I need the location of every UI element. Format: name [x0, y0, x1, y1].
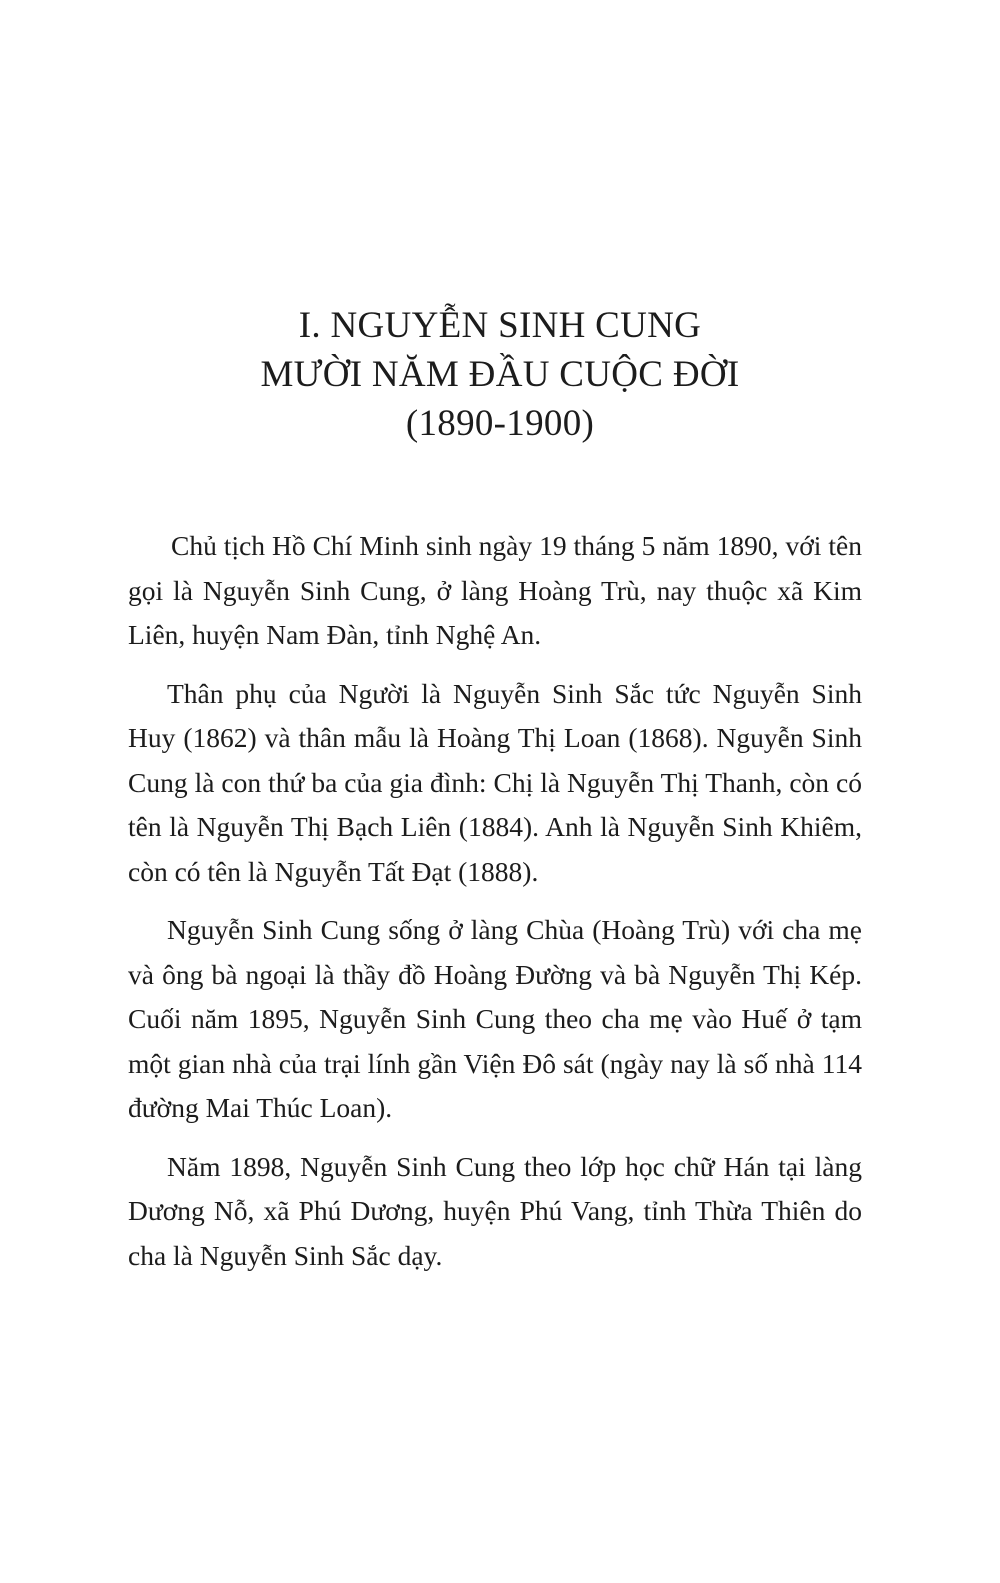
paragraph-childhood: Nguyễn Sinh Cung sống ở làng Chùa (Hoàng Trù) với cha mẹ và ông bà ngoại là thầy đồ Hoàng Đường và bà Nguyễn Thị Kép. Cuối năm 1895, Nguyễn Sinh Cung theo cha mẹ vào Huế ở tạm một gian nhà của trại lính gần Viện Đô sát (ngày nay là số nhà 114 đường Mai Thúc Loan). — [128, 914, 862, 1123]
chapter-title-line-2: MƯỜI NĂM ĐẦU CUỘC ĐỜI — [260, 354, 740, 395]
chapter-title-years: (1890-1900) — [405, 403, 595, 444]
paragraph-parents: Thân phụ của Người là Nguyễn Sinh Sắc tức Nguyễn Sinh Huy (1862) và thân mẫu là Hoàng Thị Loan (1868). Nguyễn Sinh Cung là con thứ ba của gia đình: Chị là Nguyễn Thị Thanh, còn có tên là Nguyễn Thị Bạch Liên (1884). Anh là Nguyễn Sinh Khiêm, còn có tên là Nguyễn Tất Đạt (1888). — [128, 677, 862, 887]
paragraph-birth: Chủ tịch Hồ Chí Minh sinh ngày 19 tháng 5 năm 1890, với tên gọi là Nguyễn Sinh Cung, ở làng Hoàng Trù, nay thuộc xã Kim Liên, huyện Nam Đàn, tỉnh Nghệ An. — [128, 530, 862, 650]
chapter-title-line-1: I. NGUYỄN SINH CUNG — [298, 305, 702, 346]
chapter-body — [128, 524, 862, 1292]
chapter-heading — [0, 301, 1000, 448]
paragraph-education: Năm 1898, Nguyễn Sinh Cung theo lớp học chữ Hán tại làng Dương Nỗ, xã Phú Dương, huyện Phú Vang, tỉnh Thừa Thiên do cha là Nguyễn Sinh Sắc dạy. — [128, 1150, 862, 1271]
